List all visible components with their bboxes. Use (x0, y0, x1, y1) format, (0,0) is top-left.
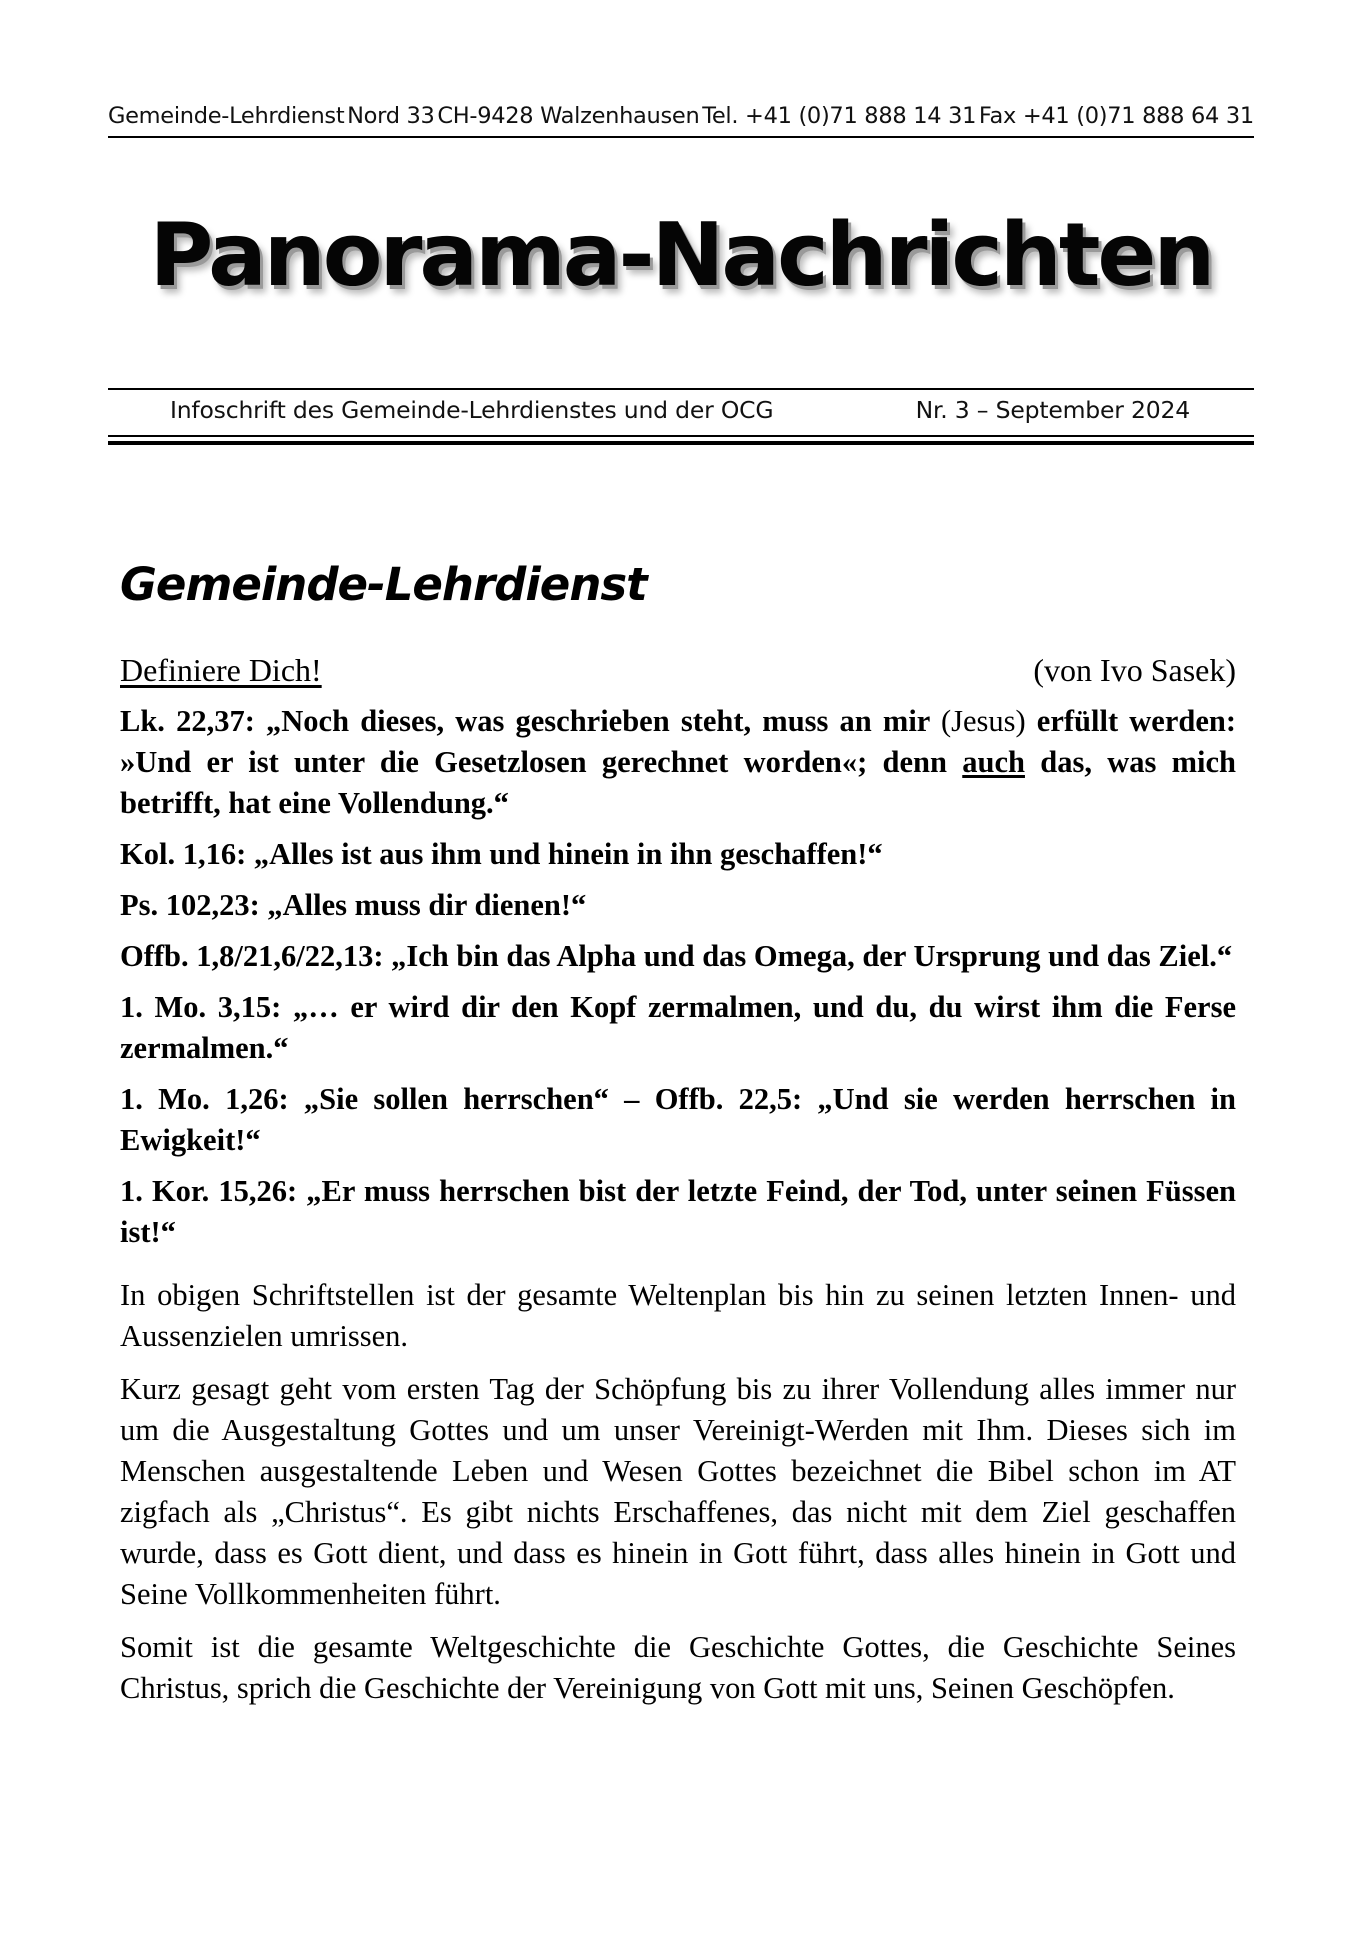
city-address: CH-9428 Walzenhausen (437, 103, 700, 129)
verse-insertion: (Jesus) (940, 704, 1026, 738)
article-byline: (von Ivo Sasek) (1033, 652, 1236, 688)
scripture-verse: 1. Mo. 3,15: „… er wird dir den Kopf zermalmen, und du, du wirst ihm die Ferse zermalmen.“ (120, 990, 1236, 1065)
body-paragraph: Kurz gesagt geht vom ersten Tag der Schöpfung bis zu ihrer Vollendung alles immer nur um die Ausgestaltung Gottes und um unser Vereinigt-Werden mit Ihm. Dieses sich im Menschen ausgestaltende Leben und Wesen Gottes bezeichnet die Bibel schon im AT zigfach als „Christus“. Es gibt nichts Erschaffenes, das nicht mit dem Ziel geschaffen wurde, dass es Gott dient, und dass es hinein in Gott führt, dass alles hinein in Gott und Seine Vollkommenheiten führt. (120, 1372, 1236, 1611)
subtitle-line (170, 396, 1190, 424)
scripture-verse: Ps. 102,23: „Alles muss dir dienen!“ (120, 888, 587, 922)
fax-number: Fax +41 (0)71 888 64 31 (978, 103, 1254, 129)
publication-subtitle: Infoschrift des Gemeinde-Lehrdienstes und der OCG (170, 396, 774, 424)
scripture-verse (120, 701, 1236, 824)
phone-number: Tel. +41 (0)71 888 14 31 (702, 103, 977, 129)
subtitle-bottom-divider-thin (108, 435, 1254, 437)
verse-text: Lk. 22,37: „Noch dieses, was geschrieben steht, muss an mir (120, 704, 941, 738)
article-title: Definiere Dich! (120, 652, 322, 688)
scripture-list (120, 701, 1236, 1253)
masthead-title: Panorama-Nachrichten (149, 204, 1213, 306)
scripture-verse: Kol. 1,16: „Alles ist aus ihm und hinein in ihn geschaffen!“ (120, 837, 883, 871)
contact-line (108, 103, 1254, 129)
verse-emphasis: auch (962, 745, 1025, 779)
subtitle-top-divider (108, 388, 1254, 390)
subtitle-bottom-divider-thick (108, 441, 1254, 445)
body-paragraph: Somit ist die gesamte Weltgeschichte die Geschichte Gottes, die Geschichte Seines Christus, sprich die Geschichte der Vereinigung von Gott mit uns, Seinen Geschöpfen. (120, 1630, 1236, 1705)
issue-number: Nr. 3 – September 2024 (915, 396, 1190, 424)
street-address: Nord 33 (347, 103, 435, 129)
organization-name: Gemeinde-Lehrdienst (108, 103, 345, 129)
article-content (120, 650, 1236, 1721)
scripture-verse: Offb. 1,8/21,6/22,13: „Ich bin das Alpha und das Omega, der Ursprung und das Ziel.“ (120, 939, 1233, 973)
scripture-verse: 1. Kor. 15,26: „Er muss herrschen bist der letzte Feind, der Tod, unter seinen Füssen ist!“ (120, 1174, 1236, 1249)
body-paragraph: In obigen Schriftstellen ist der gesamte Weltenplan bis hin zu seinen letzten Innen- und Aussenzielen umrissen. (120, 1278, 1236, 1353)
article-header (120, 650, 1236, 691)
verse-text: erfüllt werden: »Und er ist unter die Gesetzlosen gerechnet worden«; denn (120, 704, 1236, 779)
verse-text: das, was mich betrifft, hat eine Vollendung.“ (120, 745, 1237, 820)
section-title: Gemeinde-Lehrdienst (120, 558, 647, 611)
scripture-verse: 1. Mo. 1,26: „Sie sollen herrschen“ – Offb. 22,5: „Und sie werden herrschen in Ewigkeit!“ (120, 1082, 1236, 1157)
contact-divider (108, 136, 1254, 138)
